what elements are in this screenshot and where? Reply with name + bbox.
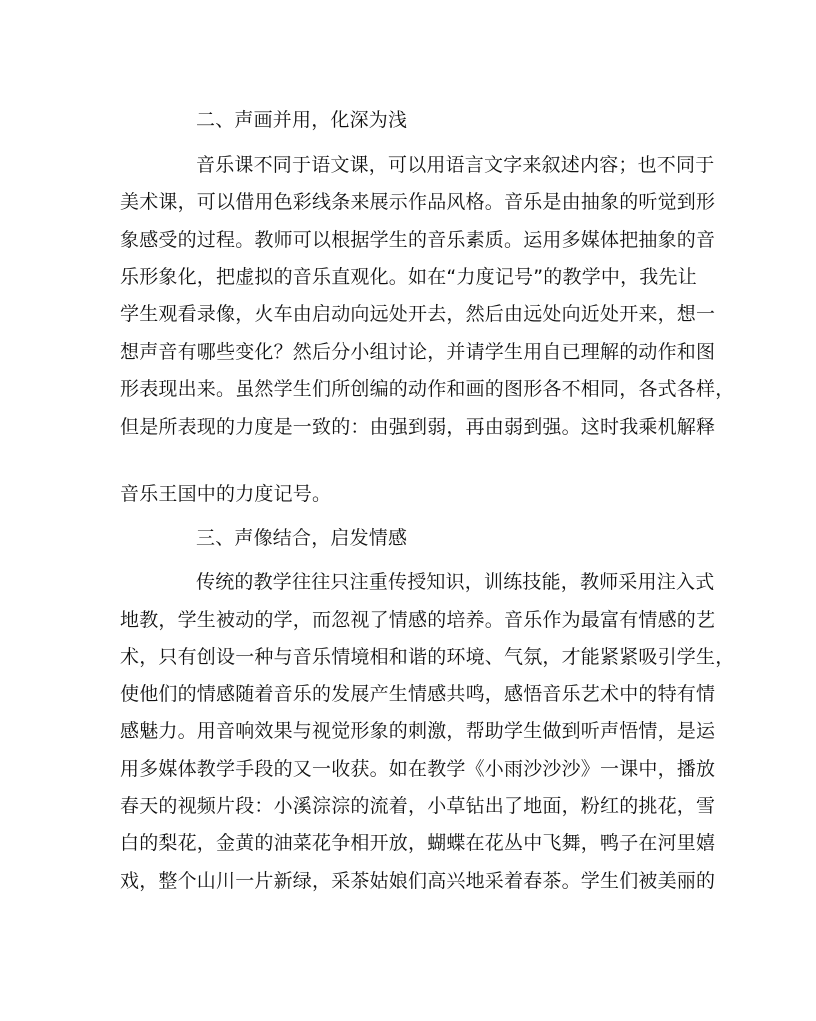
paragraph-line: 乐形象化，把虚拟的音乐直观化。如在“力度记号”的教学中，我先让 xyxy=(120,266,697,288)
paragraph-line: 春天的视频片段：小溪淙淙的流着，小草钻出了地面，粉红的挑花，雪 xyxy=(120,795,716,817)
paragraph-line: 想声音有哪些变化？然后分小组讨论，并请学生用自已理解的动作和图 xyxy=(120,341,716,363)
paragraph-line: 美术课，可以借用色彩线条来展示作品风格。音乐是由抽象的听觉到形 xyxy=(120,191,716,213)
paragraph-line: 象感受的过程。教师可以根据学生的音乐素质。运用多媒体把抽象的音 xyxy=(120,229,716,251)
paragraph-line: 术，只有创设一种与音乐情境相和谐的环境、气氛，才能紧紧吸引学生， xyxy=(120,646,735,668)
paragraph-line: 感魅力。用音响效果与视觉形象的刺激，帮助学生做到听声悟情，是运 xyxy=(120,720,716,742)
paragraph-line: 但是所表现的力度是一致的：由强到弱，再由弱到强。这时我乘机解释 xyxy=(120,416,716,438)
paragraph-line: 学生观看录像，火车由启动向远处开去，然后由远处向近处开来，想一 xyxy=(120,303,716,325)
paragraph-line: 白的梨花，金黄的油菜花争相开放，蝴蝶在花丛中飞舞，鸭子在河里嬉 xyxy=(120,832,716,854)
section-heading: 二、声画并用，化深为浅 xyxy=(196,109,408,131)
paragraph-line: 形表现出来。虽然学生们所创编的动作和画的图形各不相同，各式各样， xyxy=(120,378,735,400)
paragraph-line: 戏，整个山川一片新绿，采茶姑娘们高兴地采着春茶。学生们被美丽的 xyxy=(120,870,716,892)
paragraph-line: 使他们的情感随着音乐的发展产生情感共鸣，感悟音乐艺术中的特有情 xyxy=(120,683,716,705)
section-heading: 三、声像结合，启发情感 xyxy=(196,527,408,549)
paragraph-line: 用多媒体教学手段的又一收获。如在教学《小雨沙沙沙》一课中，播放 xyxy=(120,758,716,780)
paragraph-line: 传统的教学往往只注重传授知识，训练技能，教师采用注入式 xyxy=(196,571,715,593)
paragraph-line: 音乐课不同于语文课，可以用语言文字来叙述内容；也不同于 xyxy=(196,154,715,176)
paragraph-line: 音乐王国中的力度记号。 xyxy=(120,483,332,505)
paragraph-line: 地教，学生被动的学，而忽视了情感的培养。音乐作为最富有情感的艺 xyxy=(120,609,716,631)
